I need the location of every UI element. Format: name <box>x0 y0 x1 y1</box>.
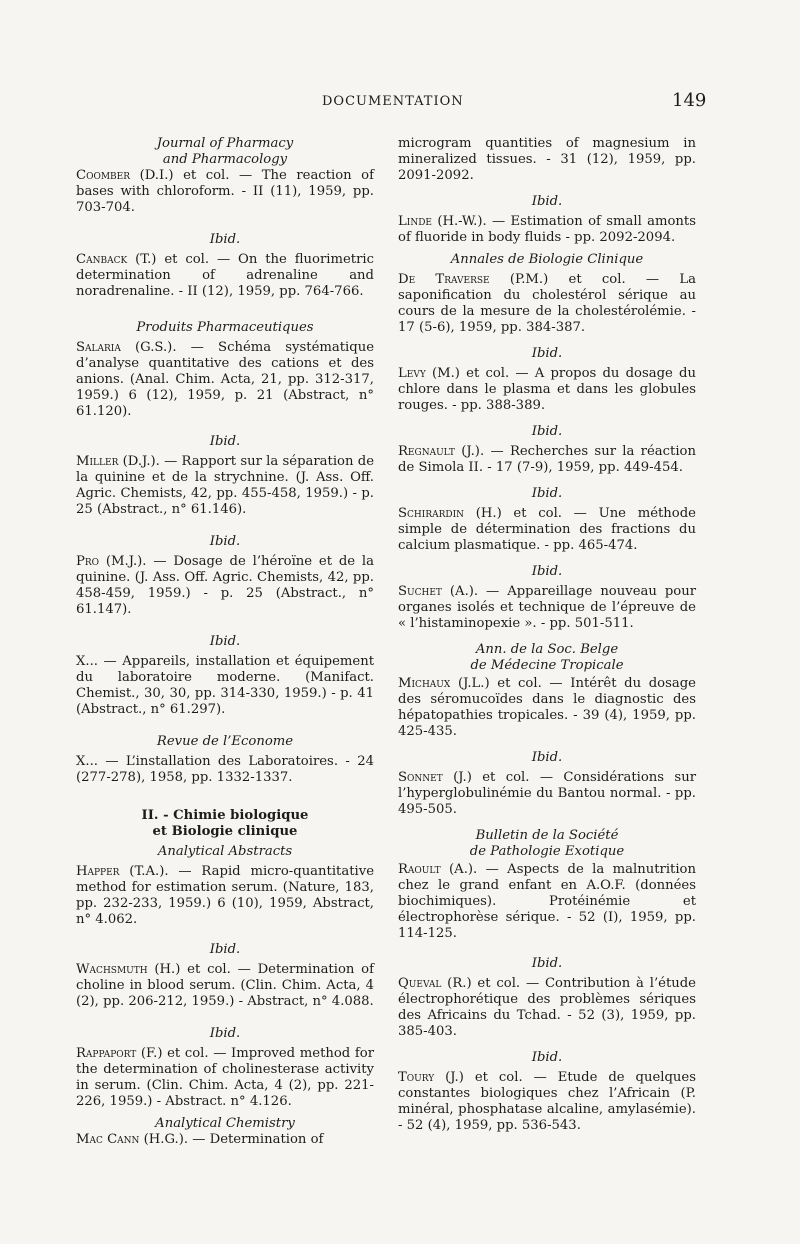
journal-heading <box>398 346 696 362</box>
entry-text: (T.A.). — Rapid micro-quantitative method for estimation serum. (Nature, 183, pp. 232-233, 1959.) 6 (10), 1959, Abstract, n° 4.062. <box>76 864 374 927</box>
entry-text: (J.L.) et col. — Intérêt du dosage des séromucoïdes dans le diagnostic des hépatopathies tropicales. - 39 (4), 1959, pp. 425-435. <box>398 676 696 739</box>
heading-line: Ibid. <box>209 534 241 549</box>
entry-author: Wachsmuth <box>76 962 148 977</box>
entry-text: (H.G.). — Determination of <box>139 1132 324 1147</box>
heading-line: Ibid. <box>209 634 241 649</box>
entry-text: (F.) et col. — Improved method for the determination of cholinesterase activity in serum. (Clin. Chim. Acta, 4 (2), pp. 221-226, 1959.) - Abstract. n° 4.126. <box>76 1046 374 1109</box>
entry-text: (G.S.). — Schéma systématique d’analyse quantitative des cations et des anions. (Anal. Chim. Acta, 21, pp. 312-317, 1959.) 6 (12), 1959, p. 21 (Abstract, n° 61.120). <box>76 340 374 419</box>
heading-line: Ibid. <box>531 956 563 971</box>
entry-text: (J.) et col. — Etude de quelques constantes biologiques chez l’Africain (P. minéral, phosphatase alcaline, amylasémie). - 52 (4), 1959, pp. 536-543. <box>398 1070 696 1133</box>
journal-heading <box>76 1116 374 1132</box>
entry-text: microgram quantities of magnesium in mineralized tissues. - 31 (12), 1959, pp. 2091-2092. <box>398 136 696 183</box>
entry-text: (M.J.). — Dosage de l’héroïne et de la quinine. (J. Ass. Off. Agric. Chemists, 42, pp. 458-459, 1959.) - p. 25 (Abstract., n° 61.147). <box>76 554 374 617</box>
heading-line: Ibid. <box>531 750 563 765</box>
entry-author: De Traverse <box>398 272 490 287</box>
entry-author: Canback <box>76 252 128 267</box>
page-number: 149 <box>672 90 707 111</box>
bibliography-entry <box>398 214 696 246</box>
entry-text: (R.) et col. — Contribution à l’étude électrophorétique des problèmes sériques des Africains du Tchad. - 52 (3), 1959, pp. 385-403. <box>398 976 696 1039</box>
heading-line: Ibid. <box>531 346 563 361</box>
journal-heading <box>76 320 374 336</box>
entry-text: (J.). — Recherches sur la réaction de Simola II. - 17 (7-9), 1959, pp. 449-454. <box>398 444 696 475</box>
entry-author: Michaux <box>398 676 451 691</box>
entry-author: Levy <box>398 366 426 381</box>
entry-author: Salaria <box>76 340 121 355</box>
heading-line: Ibid. <box>531 564 563 579</box>
entry-author: Queval <box>398 976 442 991</box>
journal-heading <box>398 564 696 580</box>
entry-text: (P.M.) et col. — La saponification du cholestérol sérique au cours de la mesure de la cholestérolémie. - 17 (5-6), 1959, pp. 384-387. <box>398 272 696 335</box>
bibliography-entry <box>398 444 696 476</box>
heading-line: Revue de l’Econome <box>156 734 294 749</box>
heading-line: Analytical Chemistry <box>155 1116 295 1131</box>
entry-text: (A.). — Appareillage nouveau pour organes isolés et technique de l’épreuve de « l’histaminopexie ». - pp. 501-511. <box>398 584 696 631</box>
bibliography-entry <box>398 676 696 740</box>
heading-line: Ibid. <box>531 424 563 439</box>
heading-line: Analytical Abstracts <box>157 844 293 859</box>
entry-author: Mac Cann <box>76 1132 140 1147</box>
bibliography-entry <box>76 340 374 420</box>
heading-line: Ibid. <box>209 942 241 957</box>
entry-author: Linde <box>398 214 432 229</box>
entry-author: Pro <box>76 554 100 569</box>
heading-line: II. - Chimie biologique <box>141 808 309 823</box>
journal-heading <box>398 956 696 972</box>
journal-heading <box>76 734 374 750</box>
bibliography-entry <box>398 272 696 336</box>
page-header <box>0 90 800 118</box>
bibliography-entry <box>398 770 696 818</box>
right-column <box>398 136 696 1134</box>
bibliography-entry <box>76 1046 374 1110</box>
entry-text: (D.J.). — Rapport sur la séparation de la quinine et de la strychnine. (J. Ass. Off. Agric. Chemists, 42, pp. 455-458, 1959.) - p. 25 (Abstract., n° 61.146). <box>76 454 374 517</box>
bibliography-entry <box>76 168 374 216</box>
bibliography-entry <box>398 976 696 1040</box>
journal-heading <box>398 828 696 860</box>
bibliography-entry <box>76 454 374 518</box>
journal-heading <box>76 1026 374 1042</box>
journal-heading <box>76 534 374 550</box>
running-title: DOCUMENTATION <box>322 94 464 109</box>
heading-line: et Biologie clinique <box>152 824 298 839</box>
journal-heading <box>76 232 374 248</box>
entry-author: X... <box>76 654 98 669</box>
entry-author: Toury <box>398 1070 435 1085</box>
entry-text: (J.) et col. — Considérations sur l’hyperglobulinémie du Bantou normal. - pp. 495-505. <box>398 770 696 817</box>
heading-line: Ibid. <box>531 194 563 209</box>
bibliography-entry <box>398 1070 696 1134</box>
bibliography-entry <box>76 1132 374 1148</box>
heading-line: Ibid. <box>531 1050 563 1065</box>
heading-line: Ibid. <box>531 486 563 501</box>
entry-text: — Appareils, installation et équipement du laboratoire moderne. (Manifact. Chemist., 30, 30, pp. 314-330, 1959.) - p. 41 (Abstract., n° 61.297). <box>76 654 374 717</box>
entry-author: Schirardin <box>398 506 465 521</box>
entry-author: Suchet <box>398 584 442 599</box>
section-heading <box>76 808 374 840</box>
entry-text: (T.) et col. — On the fluorimetric determination of adrenaline and noradrenaline. - II (12), 1959, pp. 764-766. <box>76 252 374 299</box>
heading-line: Annales de Biologie Clinique <box>450 252 644 267</box>
bibliography-entry <box>76 252 374 300</box>
entry-text: (H.) et col. — Une méthode simple de détermination des fractions du calcium plasmatique. - pp. 465-474. <box>398 506 696 553</box>
heading-line: de Pathologie Exotique <box>469 844 625 859</box>
journal-heading <box>76 942 374 958</box>
entry-author: Miller <box>76 454 119 469</box>
entry-author: Rappaport <box>76 1046 137 1061</box>
left-column <box>76 136 374 1148</box>
entry-author: Raoult <box>398 862 441 877</box>
entry-author: Sonnet <box>398 770 443 785</box>
heading-line: Ibid. <box>209 1026 241 1041</box>
heading-line: Bulletin de la Société <box>475 828 619 843</box>
entry-text: (A.). — Aspects de la malnutrition chez le grand enfant en A.O.F. (données biochimiques). Protéinémie et électrophorèse sérique. - 52 (I), 1959, pp. 114-125. <box>398 862 696 941</box>
entry-author: Coomber <box>76 168 131 183</box>
journal-heading <box>398 486 696 502</box>
journal-heading <box>76 434 374 450</box>
heading-line: Ann. de la Soc. Belge <box>475 642 619 657</box>
bibliography-entry <box>76 754 374 786</box>
heading-line: Ibid. <box>209 232 241 247</box>
journal-heading <box>76 136 374 168</box>
heading-line: Ibid. <box>209 434 241 449</box>
bibliography-entry <box>398 862 696 942</box>
entry-text: (D.I.) et col. — The reaction of bases with chloroform. - II (11), 1959, pp. 703-704. <box>76 168 374 215</box>
bibliography-entry <box>398 584 696 632</box>
bibliography-entry <box>76 864 374 928</box>
heading-line: Produits Pharmaceutiques <box>136 320 314 335</box>
journal-heading <box>76 634 374 650</box>
entry-text: (H.) et col. — Determination of choline in blood serum. (Clin. Chim. Acta, 4 (2), pp. 206-212, 1959.) - Abstract, n° 4.088. <box>76 962 374 1009</box>
journal-heading <box>398 252 696 268</box>
heading-line: Journal of Pharmacy <box>156 136 294 151</box>
journal-heading <box>398 424 696 440</box>
journal-heading <box>398 750 696 766</box>
entry-author: Happer <box>76 864 120 879</box>
heading-line: de Médecine Tropicale <box>470 658 624 673</box>
entry-author: X... <box>76 754 98 769</box>
bibliography-entry <box>398 366 696 414</box>
entry-text: (M.) et col. — A propos du dosage du chlore dans le plasma et dans les globules rouges. - pp. 388-389. <box>398 366 696 413</box>
journal-heading <box>398 194 696 210</box>
heading-line: and Pharmacology <box>162 152 288 167</box>
journal-heading <box>76 844 374 860</box>
entry-text: — L’installation des Laboratoires. - 24 (277-278), 1958, pp. 1332-1337. <box>76 754 374 785</box>
bibliography-entry <box>76 962 374 1010</box>
entry-author: Regnault <box>398 444 455 459</box>
bibliography-entry <box>398 136 696 184</box>
bibliography-entry <box>398 506 696 554</box>
bibliography-entry <box>76 654 374 718</box>
entry-text: (H.-W.). — Estimation of small amonts of fluoride in body fluids - pp. 2092-2094. <box>398 214 696 245</box>
bibliography-entry <box>76 554 374 618</box>
journal-heading <box>398 1050 696 1066</box>
journal-heading <box>398 642 696 674</box>
